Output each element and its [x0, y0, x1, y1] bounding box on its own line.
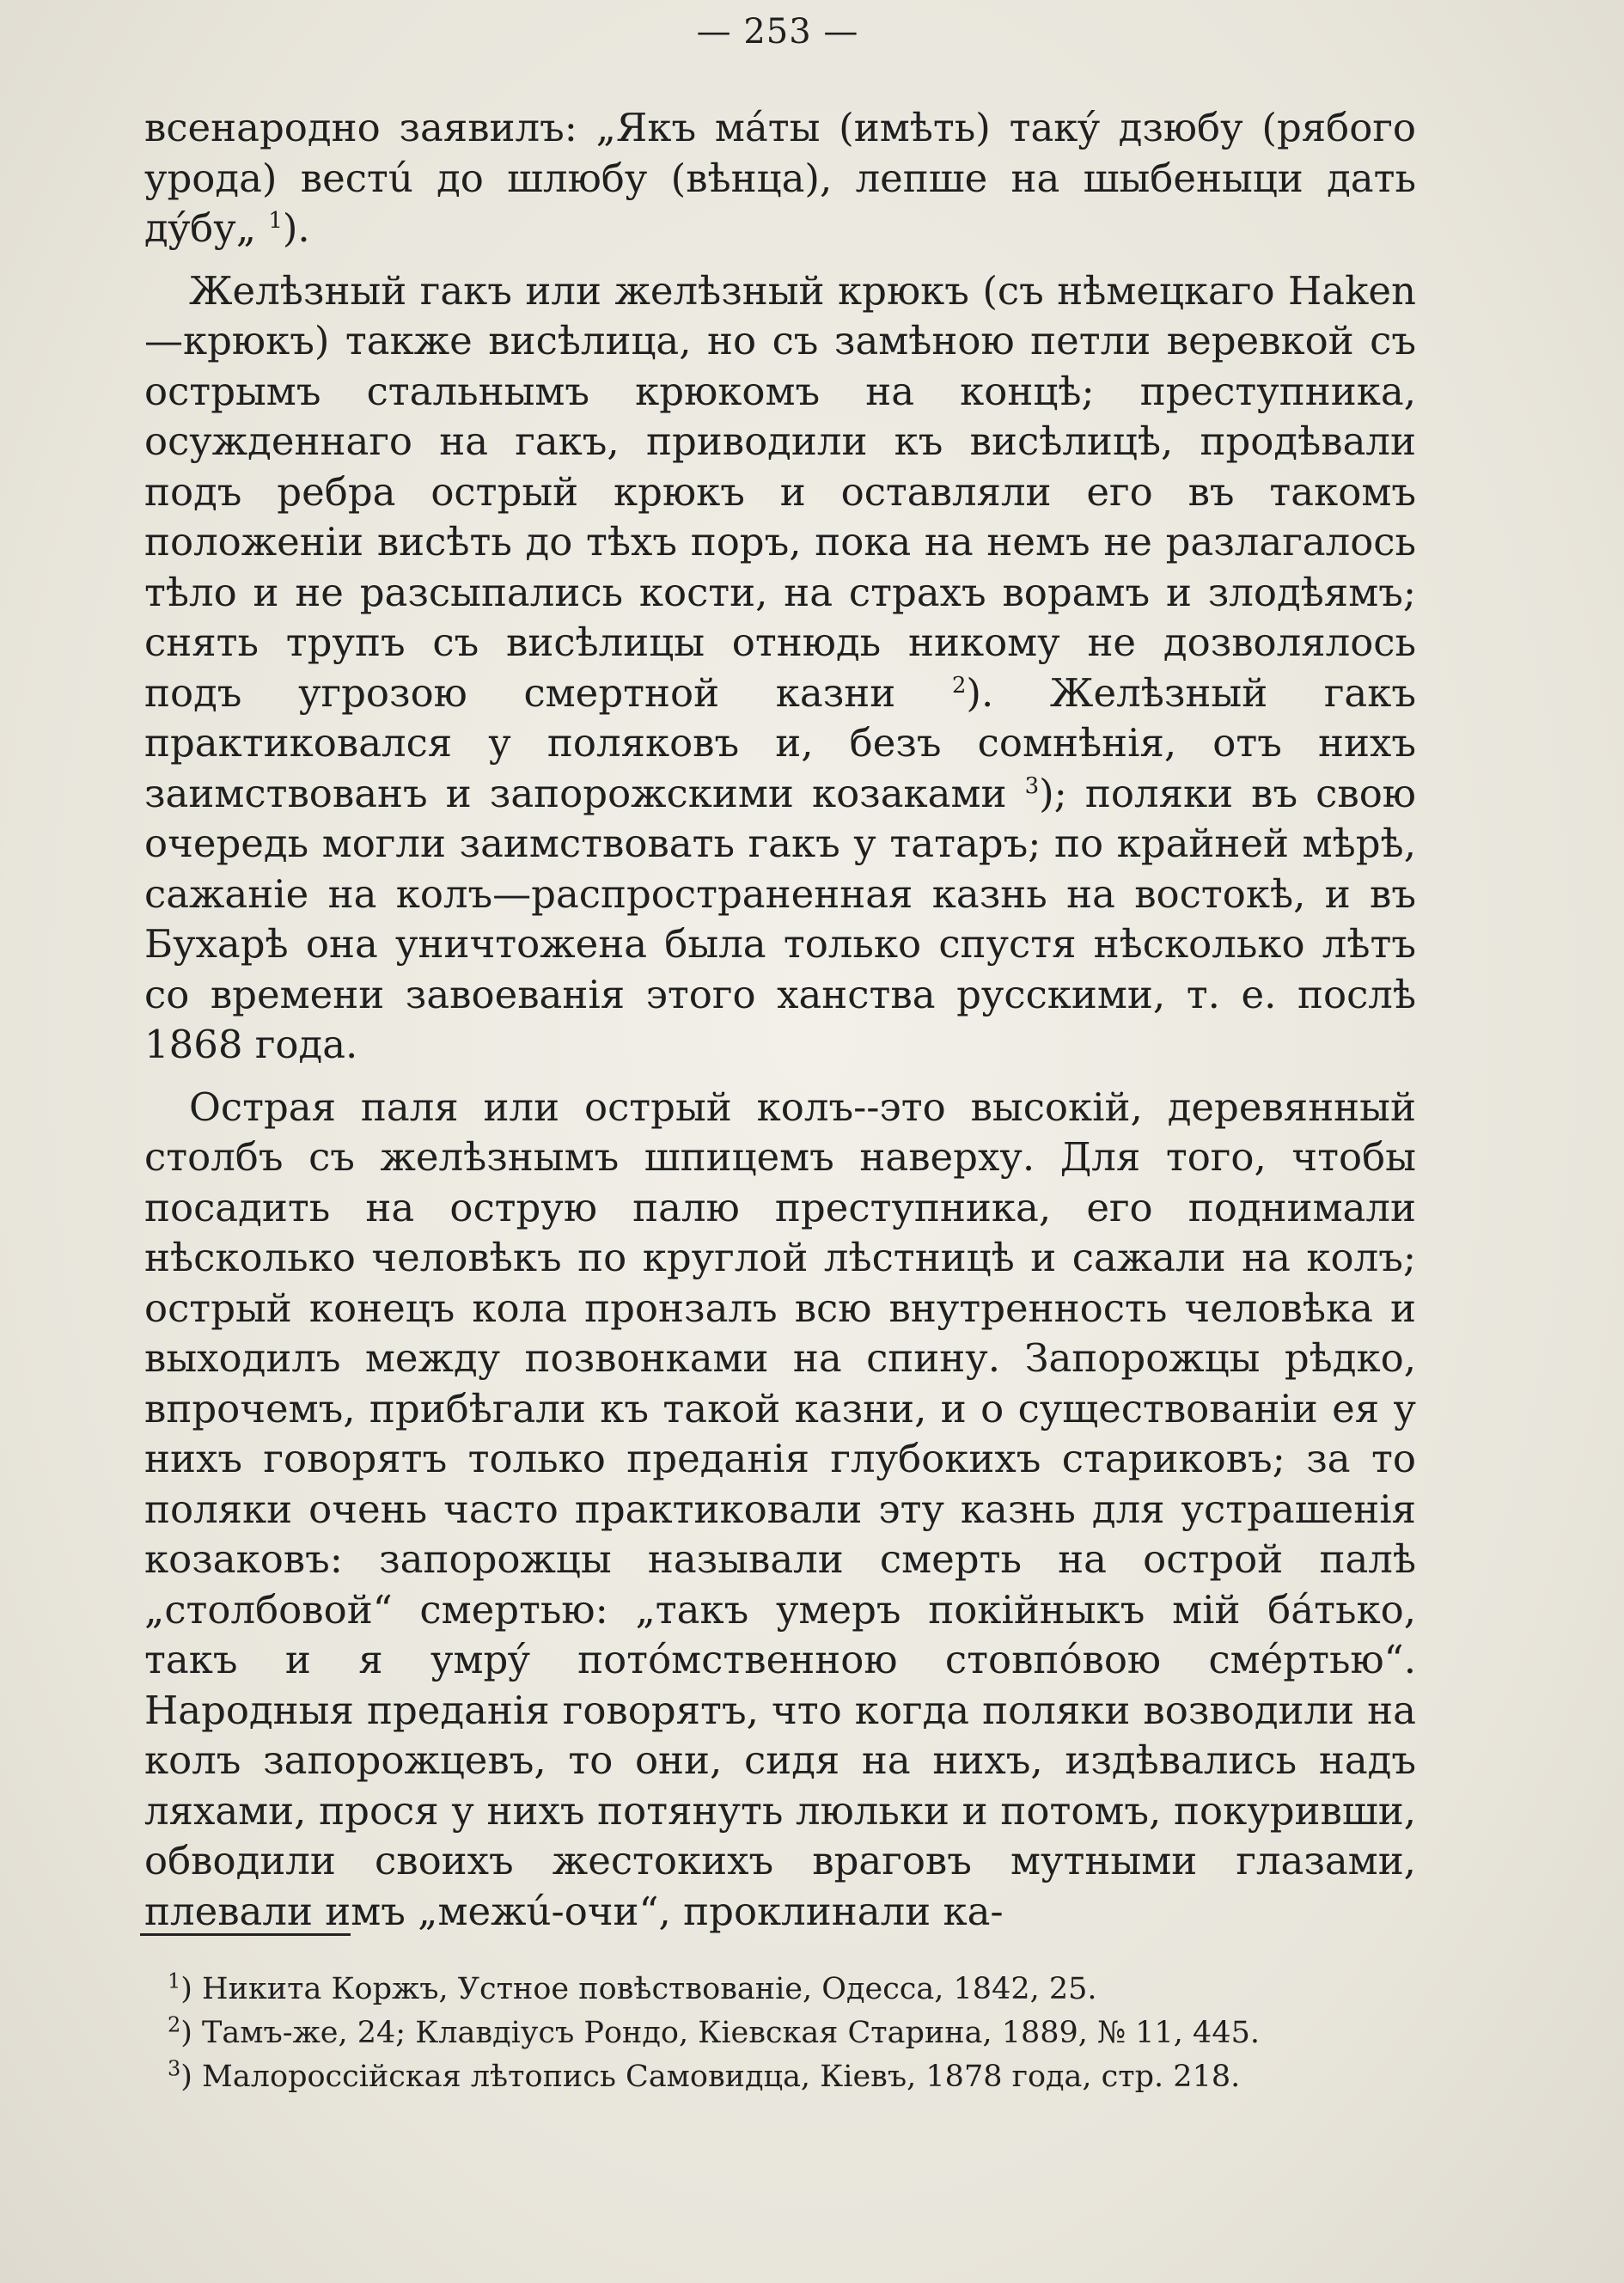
paragraph	[144, 103, 1416, 254]
paragraph-text: ); поляки въ свою очередь могли заимствовать гакъ у татаръ; по крайней мѣрѣ, сажаніе на колъ—распространенная казнь на востокѣ, и въ Бухарѣ она уничтожена была только спустя нѣсколько лѣтъ со времени завоеванія этого ханства русскими, т. е. послѣ 1868 года.	[144, 770, 1416, 1067]
footnote-text: ) Малороссійская лѣтопись Самовидца, Кіевъ, 1878 года, стр. 218.	[180, 2060, 1241, 2094]
footnote-reference: 2	[951, 672, 967, 699]
footnotes	[168, 1968, 1422, 2099]
paragraph-text: Желѣзный гакъ или желѣзный крюкъ (съ нѣмецкаго Haken—крюкъ) также висѣлица, но съ замѣною петли веревкой съ острымъ стальнымъ крюкомъ на концѣ; преступника, осужденнаго на гакъ, приводили къ висѣлицѣ, продѣвали подъ ребра острый крюкъ и оставляли его въ такомъ положеніи висѣть до тѣхъ поръ, пока на немъ не разлагалось тѣло и не разсыпались кости, на страхъ ворамъ и злодѣямъ; снять трупъ съ висѣлицы отнюдь никому не дозволялось подъ угрозою смертной казни	[144, 267, 1416, 716]
footnote	[168, 2055, 1422, 2099]
footnote-text: ) Никита Коржъ, Устное повѣствованіе, Одесса, 1842, 25.	[180, 1972, 1097, 2006]
paragraph-text: всенародно заявилъ: „Якъ мáты (имѣть) такý дзюбу (рябого урода) вестú до шлюбу (вѣнца), лепше на шыбеныци дать дýбу„	[144, 105, 1416, 251]
footnote-mark: 1	[168, 1969, 181, 1993]
paragraph	[144, 1083, 1416, 1938]
footnote-divider	[140, 1933, 351, 1936]
paragraph	[144, 266, 1416, 1071]
footnote-mark: 2	[168, 2012, 181, 2037]
footnote-reference: 1	[268, 208, 283, 234]
page-number: — 253 —	[696, 12, 859, 52]
paragraph-text: Острая паля или острый колъ--это высокій, деревянный столбъ съ желѣзнымъ шпицемъ наверху. Для того, чтобы посадить на острую палю преступника, его поднимали нѣсколько человѣкъ по круглой лѣстницѣ и сажали на колъ; острый конецъ кола пронзалъ всю внутренность человѣка и выходилъ между позвонками на спину. Запорожцы рѣдко, впрочемъ, прибѣгали къ такой казни, и о существованіи ея у нихъ говорятъ только преданія глубокихъ стариковъ; за то поляки очень часто практиковали эту казнь для устрашенія козаковъ: запорожцы называли смерть на острой палѣ „столбовой“ смертью: „такъ умеръ покійныкъ мій бáтько, такъ и я умрý потóмственною стовпóвою смéртью“. Народныя преданія говорятъ, что когда поляки возводили на колъ запорожцевъ, то они, сидя на нихъ, издѣвались надъ ляхами, прося у нихъ потянуть люльки и потомъ, покуривши, обводили своихъ жестокихъ враговъ мутными глазами, плевали имъ „межú-очи“, проклинали ка-	[144, 1084, 1416, 1934]
footnote	[168, 2011, 1422, 2055]
footnote	[168, 1968, 1422, 2011]
paragraph-text: ).	[282, 205, 310, 251]
paragraph-text: ). Желѣзный гакъ практиковался у поляковъ и, безъ сомнѣнія, отъ нихъ заимствованъ и запорожскими козаками	[144, 669, 1416, 816]
body-text	[144, 103, 1416, 1949]
footnote-reference: 3	[1024, 772, 1040, 799]
footnote-mark: 3	[168, 2056, 181, 2081]
footnote-text: ) Тамъ-же, 24; Клавдіусъ Рондо, Кіевская Старина, 1889, № 11, 445.	[180, 2016, 1260, 2050]
